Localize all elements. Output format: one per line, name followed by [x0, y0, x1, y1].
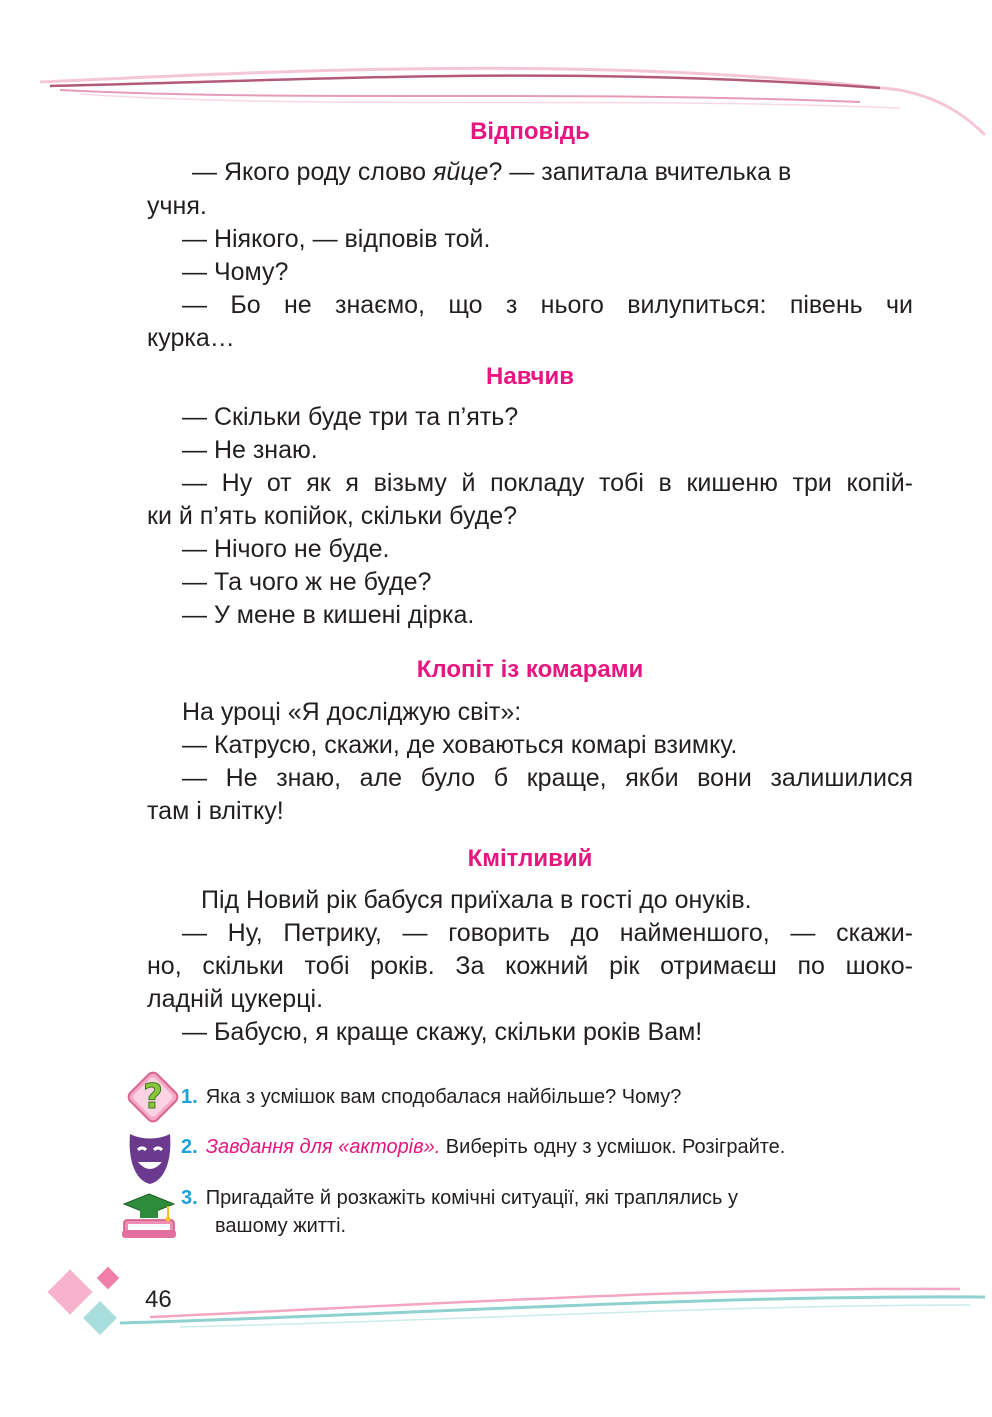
- text-line: учня.: [147, 192, 207, 220]
- text-line: — Якого роду слово яйце? — запитала вчителька в: [192, 158, 792, 186]
- section-title-mosquitoes: Клопіт із комарами: [416, 656, 644, 683]
- page-number: 46: [145, 1286, 172, 1313]
- section-title-taught: Навчив: [486, 363, 574, 390]
- task-number: 3.: [181, 1187, 198, 1209]
- task-highlight: Завдання для «акторів».: [205, 1136, 441, 1158]
- text-line: — Нічого не буде.: [182, 535, 390, 563]
- text-line: курка…: [147, 324, 235, 352]
- text-line: ки й п’ять копійок, скільки буде?: [147, 502, 518, 530]
- text-line: — Бо не знаємо, що з нього вилупиться: півень чи: [182, 291, 913, 319]
- text-line: но, скільки тобі років. За кожний рік отримаєш по шоко-: [147, 952, 913, 980]
- text-line: — Ну от як я візьму й покладу тобі в кишеню три копій-: [182, 469, 913, 497]
- text-line: — Скільки буде три та п’ять?: [182, 403, 519, 431]
- task-text: Виберіть одну з усмішок. Розіграйте.: [440, 1136, 786, 1158]
- task-3-continuation: вашому житті.: [215, 1215, 347, 1237]
- section-title-answer: Відповідь: [470, 118, 590, 145]
- section-title-clever: Кмітливий: [467, 845, 593, 872]
- text-line: там і влітку!: [147, 797, 284, 825]
- text-line: — Ну, Петрику, — говорить до найменшого, — скажи-: [182, 919, 913, 947]
- text-line: — Катрусю, скажи, де ховаються комарі взимку.: [182, 731, 738, 759]
- text-line: — У мене в кишені дірка.: [182, 601, 475, 629]
- svg-text:?: ?: [143, 1077, 163, 1117]
- text-line: — Бабусю, я краще скажу, скільки років Вам!: [182, 1018, 703, 1046]
- question-icon: [124, 1068, 182, 1126]
- text-line: ладній цукерці.: [147, 985, 324, 1013]
- task-number: 2.: [181, 1136, 198, 1158]
- task-2: [181, 1133, 785, 1161]
- text-line: — Та чого ж не буде?: [182, 568, 432, 596]
- task-3: [181, 1184, 738, 1212]
- task-text: Пригадайте й розкажіть комічні ситуації, які траплялись у: [205, 1187, 739, 1209]
- graduation-book-icon: [118, 1190, 180, 1242]
- task-text: Яка з усмішок вам сподобалася найбільше? Чому?: [205, 1086, 682, 1108]
- text-line: — Не знаю, але було б краще, якби вони залишилися: [182, 764, 913, 792]
- text-line: — Не знаю.: [182, 436, 318, 464]
- bottom-swoosh-decoration: [0, 1275, 992, 1335]
- text-line: На уроці «Я досліджую світ»:: [182, 698, 522, 726]
- task-number: 1.: [181, 1086, 198, 1108]
- text-line: Під Новий рік бабуся приїхала в гості до онуків.: [201, 886, 752, 914]
- text-line: — Ніякого, — відповів той.: [182, 225, 491, 253]
- text-line: — Чому?: [182, 258, 289, 286]
- task-1: [181, 1083, 681, 1111]
- theater-mask-icon: [126, 1128, 174, 1186]
